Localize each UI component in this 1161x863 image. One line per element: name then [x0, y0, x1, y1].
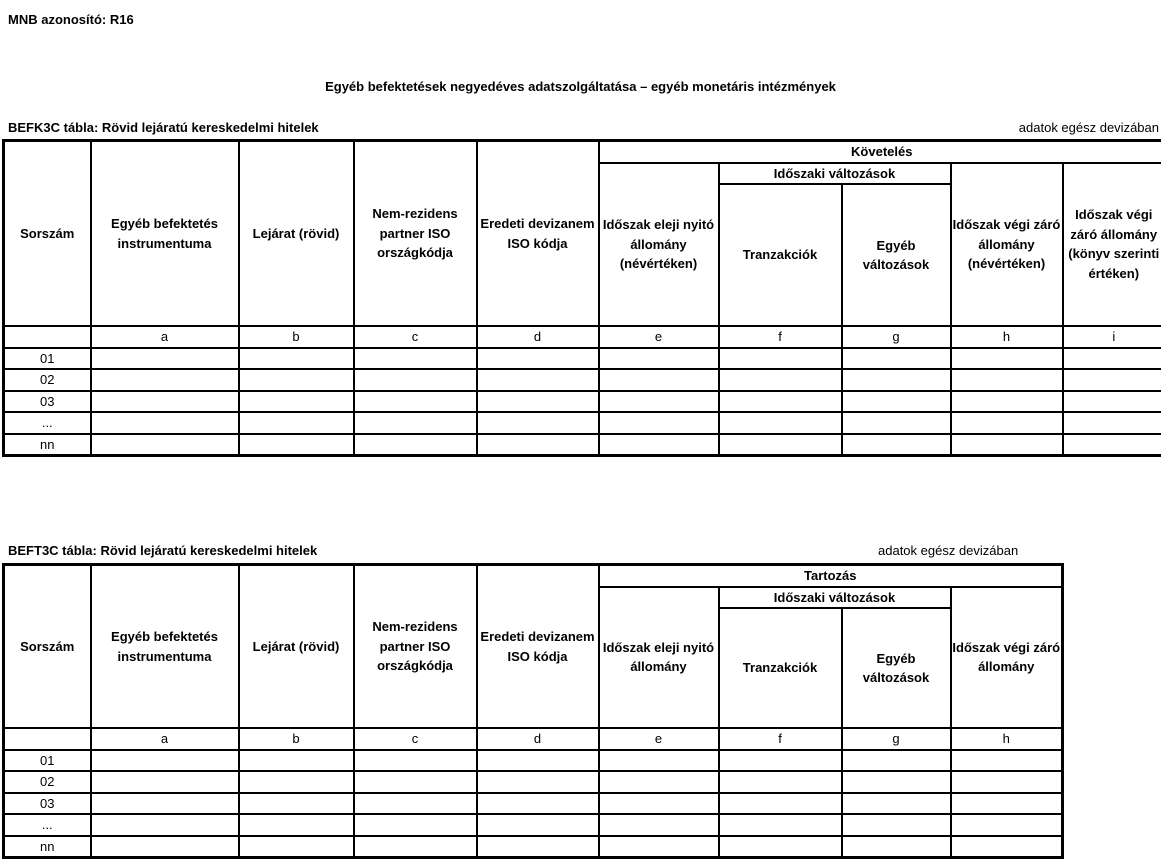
- data-cell: [477, 391, 599, 413]
- data-cell: [951, 836, 1063, 858]
- data-cell: [599, 434, 719, 456]
- data-cell: [477, 771, 599, 793]
- data-cell: [239, 836, 354, 858]
- data-cell: [239, 793, 354, 815]
- letter-cell: e: [599, 728, 719, 750]
- data-cell: [719, 391, 842, 413]
- data-cell: [477, 836, 599, 858]
- letter-cell: g: [842, 728, 951, 750]
- data-cell: [719, 793, 842, 815]
- table1-unit: adatok egész devizában: [1018, 120, 1159, 135]
- header-closing-stock-book: Időszak végi záró állomány (könyv szerinti értéken): [1063, 163, 1161, 327]
- data-cell: [599, 771, 719, 793]
- data-cell: [1063, 391, 1161, 413]
- data-cell: [599, 814, 719, 836]
- data-cell: [239, 750, 354, 772]
- column-letter-row: [4, 326, 1161, 348]
- data-cell: [239, 814, 354, 836]
- table-row: [4, 434, 1161, 456]
- header-sorszam: Sorszám: [4, 565, 91, 729]
- data-cell: [599, 793, 719, 815]
- document-title: Egyéb befektetések negyedéves adatszolgáltatása – egyéb monetáris intézmények: [325, 79, 836, 94]
- data-cell: [719, 836, 842, 858]
- data-cell: [1063, 348, 1161, 370]
- row-number: nn: [4, 434, 91, 456]
- letter-cell: b: [239, 728, 354, 750]
- data-cell: [599, 369, 719, 391]
- data-cell: [477, 348, 599, 370]
- table2-label: BEFT3C tábla: Rövid lejáratú kereskedelmi hitelek: [8, 543, 318, 558]
- data-cell: [951, 348, 1063, 370]
- beft3c-table: [2, 563, 1064, 859]
- header-currency: Eredeti devizanem ISO kódja: [477, 141, 599, 327]
- data-cell: [951, 391, 1063, 413]
- header-group-claim: Követelés: [599, 141, 1161, 163]
- data-cell: [354, 750, 477, 772]
- table-row: [4, 814, 1063, 836]
- letter-cell: h: [951, 326, 1063, 348]
- data-cell: [91, 793, 239, 815]
- data-cell: [354, 793, 477, 815]
- data-cell: [91, 412, 239, 434]
- data-cell: [354, 348, 477, 370]
- header-instrument: Egyéb befektetés instrumentuma: [91, 565, 239, 729]
- data-cell: [239, 434, 354, 456]
- data-cell: [719, 434, 842, 456]
- befk3c-table: [2, 139, 1161, 457]
- data-cell: [354, 814, 477, 836]
- table-row: [4, 793, 1063, 815]
- header-maturity: Lejárat (rövid): [239, 565, 354, 729]
- header-other-changes: Egyéb változások: [842, 184, 951, 326]
- data-cell: [951, 771, 1063, 793]
- header-transactions: Tranzakciók: [719, 608, 842, 728]
- data-cell: [354, 434, 477, 456]
- data-cell: [842, 750, 951, 772]
- data-cell: [842, 391, 951, 413]
- table-row: [4, 750, 1063, 772]
- header-maturity: Lejárat (rövid): [239, 141, 354, 327]
- data-cell: [951, 434, 1063, 456]
- table1-label: BEFK3C tábla: Rövid lejáratú kereskedelmi hitelek: [8, 120, 319, 135]
- data-cell: [842, 412, 951, 434]
- data-cell: [354, 369, 477, 391]
- data-cell: [599, 391, 719, 413]
- header-currency: Eredeti devizanem ISO kódja: [477, 565, 599, 729]
- data-cell: [951, 412, 1063, 434]
- table-row: [4, 369, 1161, 391]
- header-period-changes: Időszaki változások: [719, 163, 951, 185]
- letter-cell: c: [354, 728, 477, 750]
- data-cell: [91, 771, 239, 793]
- letter-cell: c: [354, 326, 477, 348]
- data-cell: [842, 434, 951, 456]
- data-cell: [354, 412, 477, 434]
- row-number: 01: [4, 348, 91, 370]
- data-cell: [719, 814, 842, 836]
- data-cell: [477, 793, 599, 815]
- data-cell: [477, 814, 599, 836]
- letter-cell: b: [239, 326, 354, 348]
- data-cell: [91, 750, 239, 772]
- data-cell: [239, 348, 354, 370]
- letter-cell: f: [719, 326, 842, 348]
- header-group-liability: Tartozás: [599, 565, 1063, 587]
- header-sorszam: Sorszám: [4, 141, 91, 327]
- data-cell: [951, 814, 1063, 836]
- data-cell: [842, 771, 951, 793]
- row-number: 01: [4, 750, 91, 772]
- column-letter-row: [4, 728, 1063, 750]
- data-cell: [354, 771, 477, 793]
- data-cell: [719, 369, 842, 391]
- data-cell: [1063, 412, 1161, 434]
- letter-cell-blank: [4, 326, 91, 348]
- row-number: ...: [4, 814, 91, 836]
- data-cell: [477, 412, 599, 434]
- header-transactions: Tranzakciók: [719, 184, 842, 326]
- data-cell: [719, 750, 842, 772]
- letter-cell: h: [951, 728, 1063, 750]
- data-cell: [477, 434, 599, 456]
- data-cell: [91, 814, 239, 836]
- header-opening-stock: Időszak eleji nyitó állomány (névértéken): [599, 163, 719, 327]
- row-number: ...: [4, 412, 91, 434]
- header-opening-stock: Időszak eleji nyitó állomány: [599, 587, 719, 729]
- data-cell: [1063, 434, 1161, 456]
- data-cell: [354, 836, 477, 858]
- header-other-changes: Egyéb változások: [842, 608, 951, 728]
- data-cell: [842, 348, 951, 370]
- data-cell: [239, 369, 354, 391]
- table-row: [4, 412, 1161, 434]
- table-row: [4, 771, 1063, 793]
- data-cell: [91, 434, 239, 456]
- data-cell: [239, 771, 354, 793]
- mnb-identifier: MNB azonosító: R16: [8, 12, 134, 27]
- data-cell: [951, 793, 1063, 815]
- letter-cell: d: [477, 728, 599, 750]
- data-cell: [91, 369, 239, 391]
- row-number: 02: [4, 771, 91, 793]
- table-row: [4, 348, 1161, 370]
- data-cell: [951, 369, 1063, 391]
- table-row: [4, 836, 1063, 858]
- letter-cell: a: [91, 728, 239, 750]
- header-partner-country: Nem-rezidens partner ISO országkódja: [354, 141, 477, 327]
- data-cell: [719, 348, 842, 370]
- header-closing-stock-nominal: Időszak végi záró állomány (névértéken): [951, 163, 1063, 327]
- letter-cell: i: [1063, 326, 1161, 348]
- data-cell: [599, 836, 719, 858]
- data-cell: [599, 412, 719, 434]
- letter-cell-blank: [4, 728, 91, 750]
- data-cell: [91, 836, 239, 858]
- data-cell: [719, 412, 842, 434]
- data-cell: [239, 391, 354, 413]
- data-cell: [91, 391, 239, 413]
- letter-cell: g: [842, 326, 951, 348]
- letter-cell: e: [599, 326, 719, 348]
- row-number: 03: [4, 793, 91, 815]
- data-cell: [951, 750, 1063, 772]
- header-instrument: Egyéb befektetés instrumentuma: [91, 141, 239, 327]
- data-cell: [239, 412, 354, 434]
- data-cell: [842, 836, 951, 858]
- data-cell: [719, 771, 842, 793]
- data-cell: [354, 391, 477, 413]
- letter-cell: d: [477, 326, 599, 348]
- data-cell: [842, 369, 951, 391]
- data-cell: [599, 750, 719, 772]
- header-partner-country: Nem-rezidens partner ISO országkódja: [354, 565, 477, 729]
- letter-cell: f: [719, 728, 842, 750]
- row-number: 03: [4, 391, 91, 413]
- data-cell: [599, 348, 719, 370]
- row-number: 02: [4, 369, 91, 391]
- row-number: nn: [4, 836, 91, 858]
- data-cell: [477, 369, 599, 391]
- data-cell: [91, 348, 239, 370]
- data-cell: [842, 793, 951, 815]
- data-cell: [842, 814, 951, 836]
- table2-unit: adatok egész devizában: [878, 543, 1019, 558]
- letter-cell: a: [91, 326, 239, 348]
- header-closing-stock: Időszak végi záró állomány: [951, 587, 1063, 729]
- data-cell: [1063, 369, 1161, 391]
- header-period-changes: Időszaki változások: [719, 587, 951, 609]
- data-cell: [477, 750, 599, 772]
- table-row: [4, 391, 1161, 413]
